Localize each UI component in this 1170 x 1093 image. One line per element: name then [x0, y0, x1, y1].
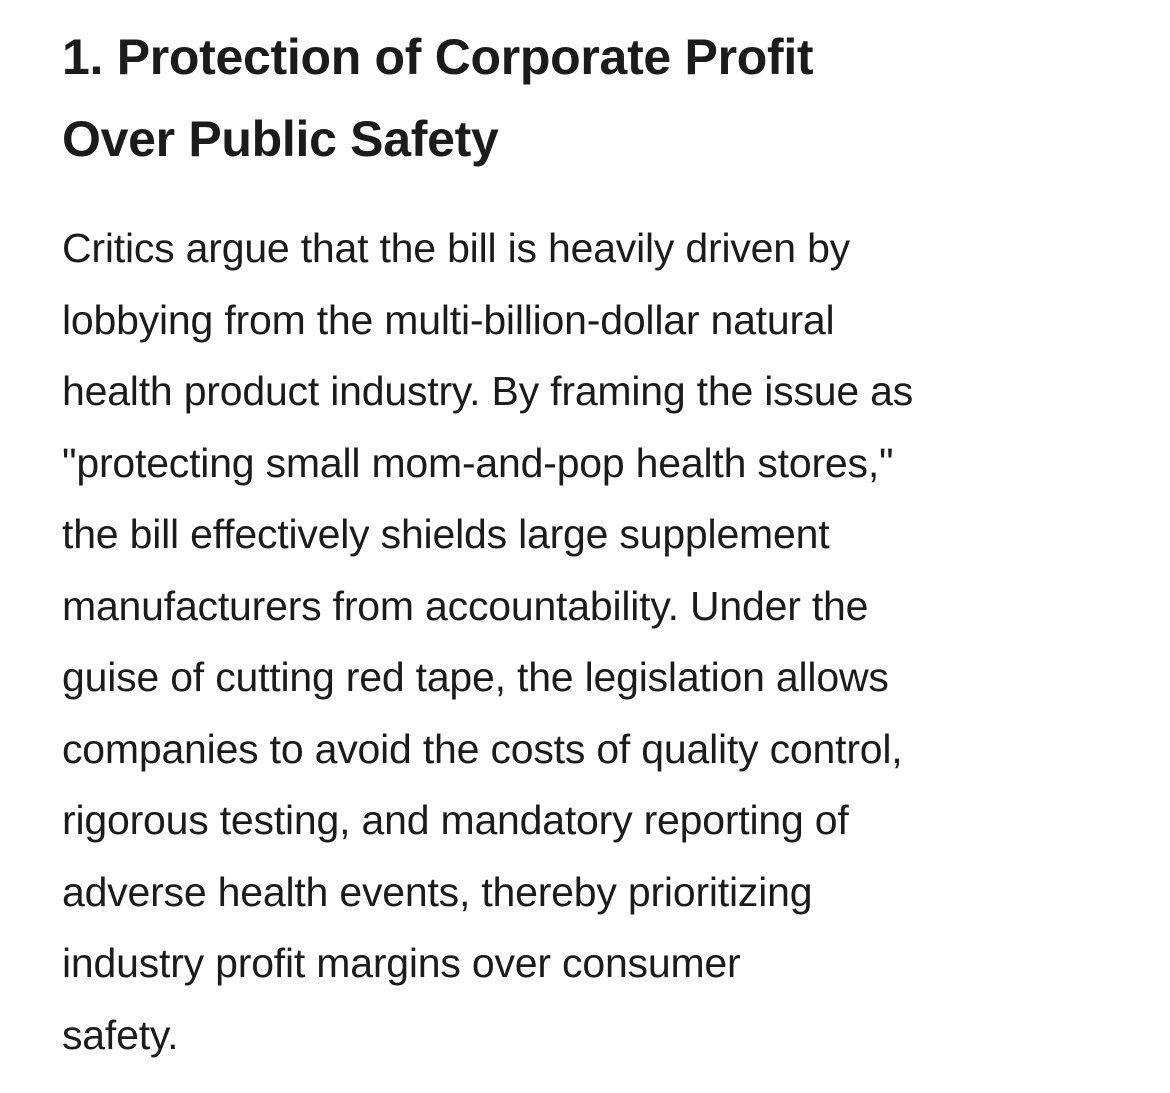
paragraph-line: manufacturers from accountability. Under the — [62, 582, 869, 629]
paragraph-line: industry profit margins over consumer — [62, 940, 741, 986]
paragraph-line: "protecting small mom-and-pop health stores," — [62, 439, 894, 486]
paragraph-line: Critics argue that the bill is heavily driven by — [62, 225, 850, 271]
paragraph-line: health product industry. By framing the issue as — [62, 368, 914, 414]
heading-line: Over Public Safety — [62, 111, 499, 167]
body-paragraph — [62, 213, 1152, 1071]
paragraph-line: companies to avoid the costs of quality control, — [62, 725, 903, 772]
paragraph-line: the bill effectively shields large supplement — [62, 511, 830, 557]
paragraph-line: safety. — [62, 1011, 179, 1058]
paragraph-line: guise of cutting red tape, the legislation allows — [62, 654, 889, 700]
paragraph-line: lobbying from the multi-billion-dollar natural — [62, 296, 835, 343]
section-heading — [62, 16, 1142, 180]
paragraph-line: adverse health events, thereby prioritizing — [62, 868, 813, 915]
paragraph-line: rigorous testing, and mandatory reporting of — [62, 797, 849, 843]
heading-line: 1. Protection of Corporate Profit — [62, 29, 814, 85]
